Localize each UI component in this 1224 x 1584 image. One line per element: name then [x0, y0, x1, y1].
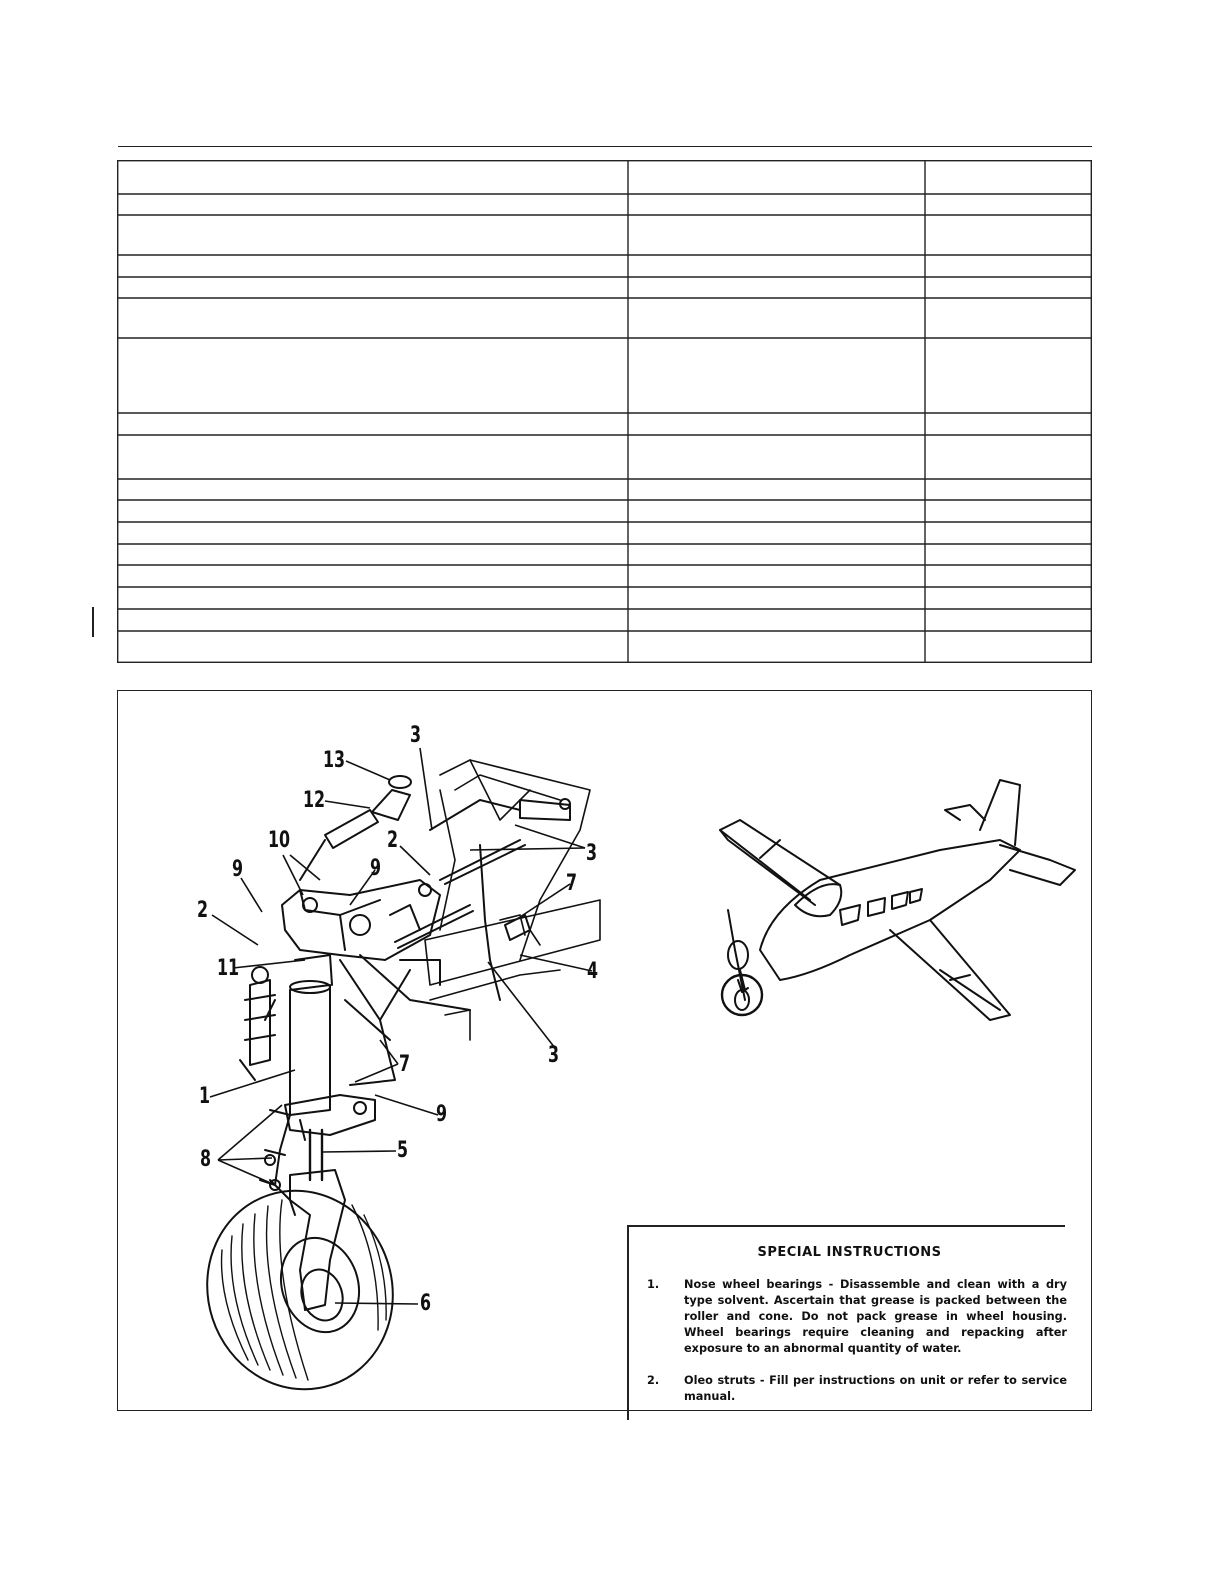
propeller — [728, 910, 745, 1000]
callout-2: 2 — [197, 898, 209, 923]
callout-10: 10 — [268, 828, 291, 853]
callout-9: 9 — [232, 857, 244, 882]
instruction-number: 2. — [647, 1374, 660, 1387]
callout-9: 9 — [436, 1102, 448, 1127]
nose-wheel-tire — [182, 1166, 419, 1413]
callout-9: 9 — [370, 856, 382, 881]
callout-11: 11 — [217, 956, 240, 981]
instruction-text: Oleo struts - Fill per instructions on unit or refer to service manual. — [684, 1374, 1067, 1403]
special-instructions-title: SPECIAL INSTRUCTIONS — [757, 1245, 942, 1260]
instruction-item — [647, 1373, 1067, 1405]
left-wing — [720, 820, 840, 900]
callout-2: 2 — [387, 828, 399, 853]
shimmy-damper — [240, 967, 275, 1080]
callout-4: 4 — [587, 959, 599, 984]
instruction-text: Nose wheel bearings - Disassemble and clean with a dry type solvent. Ascertain that grease is packed between the roller and cone. Do not pack grease in wheel housing. Wheel bearings require cleaning and repacking after exposure to an abnormal quantity of water. — [684, 1278, 1067, 1355]
callout-1: 1 — [199, 1084, 211, 1109]
instruction-item — [647, 1277, 1067, 1357]
callout-7: 7 — [399, 1052, 411, 1077]
callout-8: 8 — [200, 1147, 212, 1172]
fuselage-frame — [425, 760, 600, 1040]
vertical-stabilizer — [980, 780, 1020, 845]
fuselage — [760, 840, 1020, 980]
callout-6: 6 — [420, 1291, 432, 1316]
callout-3: 3 — [548, 1043, 560, 1068]
callout-3: 3 — [586, 841, 598, 866]
callout-12: 12 — [303, 788, 326, 813]
upper-strut-housing — [282, 880, 440, 960]
callout-13: 13 — [323, 748, 346, 773]
torque-links — [260, 1110, 290, 1190]
callout-3: 3 — [410, 723, 422, 748]
instruction-number: 1. — [647, 1278, 660, 1291]
callout-7: 7 — [566, 871, 578, 896]
special-instructions-box — [627, 1225, 1065, 1420]
callout-5: 5 — [397, 1138, 409, 1163]
engine-mount — [430, 799, 570, 830]
airplane-locator-view — [700, 770, 1090, 1060]
